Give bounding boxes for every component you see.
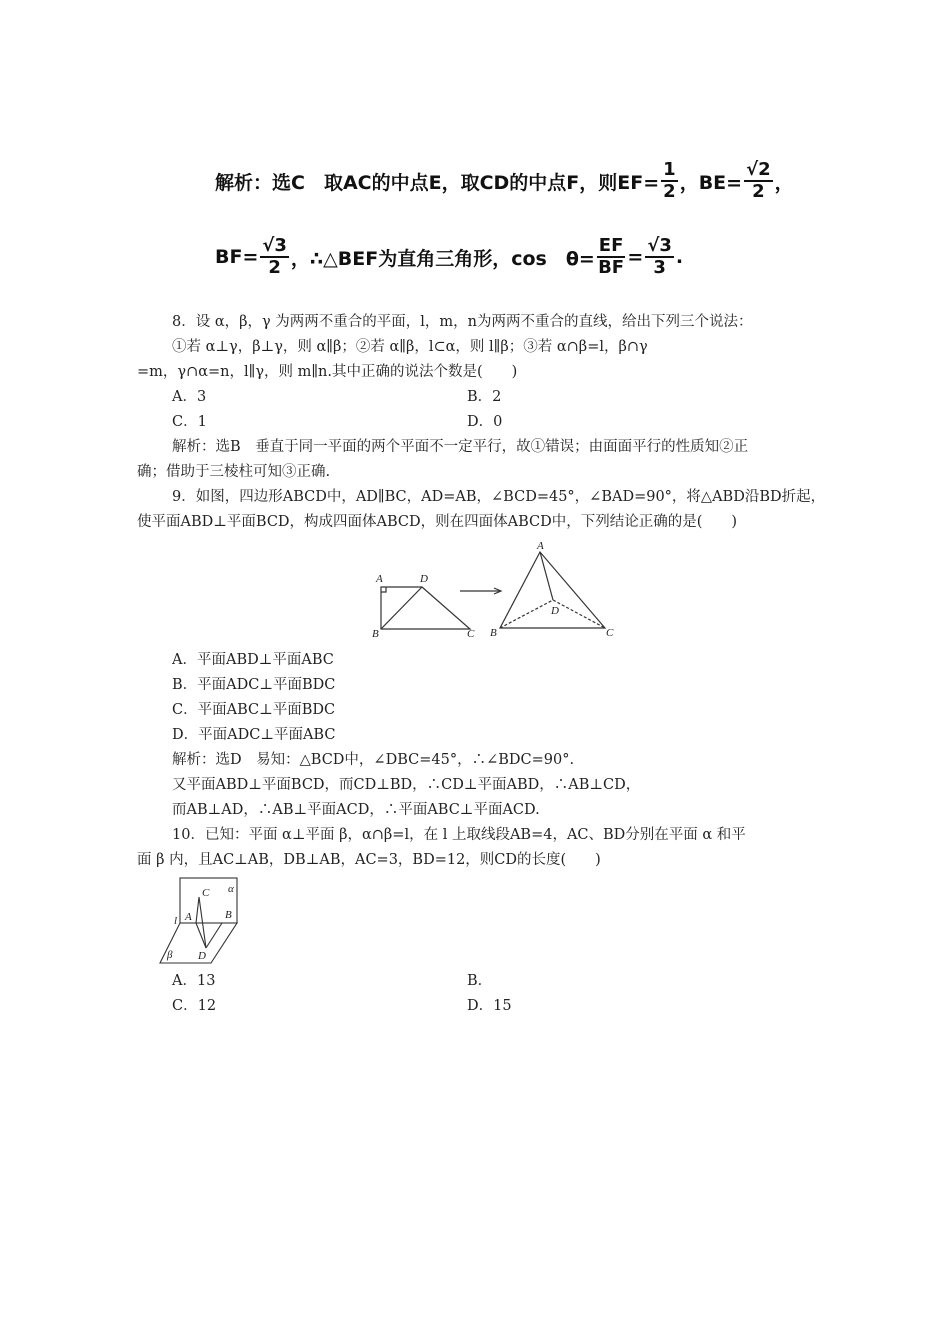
q10-stem-line: 10．已知：平面 α⊥平面 β，α∩β=l，在 l 上取线段AB=4，AC、BD分别在平面 α 和平	[172, 827, 746, 843]
q9-option-b: B．平面ADC⊥平面BDC	[172, 677, 336, 693]
q9-stem-line: 使平面ABD⊥平面BCD，构成四面体ABCD，则在四面体ABCD中，下列结论正确的是( )	[137, 514, 738, 530]
label-alpha: α	[228, 883, 234, 895]
numerator: √2	[746, 159, 771, 180]
numerator: √3	[262, 235, 287, 256]
text: BF=	[215, 246, 259, 268]
q8-stem-line: 8．设 α，β，γ 为两两不重合的平面，l，m，n为两两不重合的直线，给出下列三个说法：	[172, 314, 753, 330]
label-l: l	[174, 915, 178, 927]
denominator: 2	[268, 257, 281, 278]
text: ，BE=	[679, 171, 743, 194]
label-b: B	[225, 909, 232, 921]
q9-option-c: C．平面ABC⊥平面BDC	[172, 702, 336, 718]
label-d: D	[551, 605, 559, 617]
denominator: 2	[663, 181, 676, 202]
q8-solution-line: 确；借助于三棱柱可知③正确.	[137, 464, 331, 480]
label-c: C	[606, 627, 614, 639]
denominator: 2	[752, 181, 765, 202]
label-c: C	[202, 887, 210, 899]
q10-option-c: C．12	[172, 998, 217, 1014]
text: ，∴△BEF为直角三角形，cos θ=	[290, 247, 595, 270]
edge-dc-dashed	[553, 600, 605, 628]
q8-option-a: A．3	[172, 389, 207, 405]
right-angle-mark	[381, 587, 386, 592]
q9-stem-line: 9．如图，四边形ABCD中，AD∥BC，AD=AB，∠BCD=45°，∠BAD=90°，将△ABD沿BD折起，	[172, 489, 826, 505]
q10-option-b: B．	[467, 973, 493, 989]
denominator: 3	[653, 257, 666, 278]
text: ，	[774, 171, 794, 194]
label-beta: β	[167, 949, 173, 961]
label-b: B	[490, 627, 497, 639]
label-d: D	[198, 950, 206, 962]
q8-stem-line: ①若 α⊥γ，β⊥γ，则 α∥β；②若 α∥β，l⊂α，则 l∥β；③若 α∩β=l，β∩γ	[172, 339, 648, 355]
label-c: C	[467, 628, 475, 640]
q8-solution-line: 解析：选B 垂直于同一平面的两个平面不一定平行，故①错误；由面面平行的性质知②正	[172, 439, 749, 455]
numerator: EF	[598, 235, 624, 256]
q8-option-d: D．0	[467, 414, 503, 430]
numerator: 1	[663, 159, 676, 180]
label-b: B	[372, 628, 379, 640]
q10-stem-line: 面 β 内，且AC⊥AB，DB⊥AB，AC=3，BD=12，则CD的长度( )	[137, 852, 601, 868]
text: 解析：选C 取AC的中点E，取CD的中点F，则EF=	[215, 171, 660, 194]
diagonal-bd	[381, 587, 422, 629]
denominator: BF	[598, 257, 625, 278]
q10-option-d: D．15	[467, 998, 512, 1014]
q8-option-b: B．2	[467, 389, 502, 405]
q9-option-a: A．平面ABD⊥平面ABC	[172, 652, 334, 668]
q9-option-d: D．平面ADC⊥平面ABC	[172, 727, 336, 743]
q10-option-a: A．13	[172, 973, 216, 989]
q8-option-c: C．1	[172, 414, 207, 430]
q9-solution-line: 而AB⊥AD，∴AB⊥平面ACD，∴平面ABC⊥平面ACD.	[172, 802, 540, 818]
trapezoid-abcd	[381, 587, 470, 629]
segment-bd	[206, 923, 222, 948]
label-a: A	[537, 540, 544, 552]
numerator: √3	[647, 235, 672, 256]
label-a: A	[376, 573, 383, 585]
text: .	[675, 246, 684, 268]
label-d: D	[420, 573, 428, 585]
q9-solution-line: 又平面ABD⊥平面BCD，而CD⊥BD，∴CD⊥平面ABD，∴AB⊥CD，	[172, 777, 641, 793]
q9-solution-line: 解析：选D 易知：△BCD中，∠DBC=45°，∴∠BDC=90°.	[172, 752, 575, 768]
text: =	[627, 246, 644, 268]
segment-ca	[196, 897, 199, 923]
q8-stem-line: =m，γ∩α=n，l∥γ，则 m∥n.其中正确的说法个数是( )	[137, 364, 518, 380]
label-a: A	[185, 911, 192, 923]
